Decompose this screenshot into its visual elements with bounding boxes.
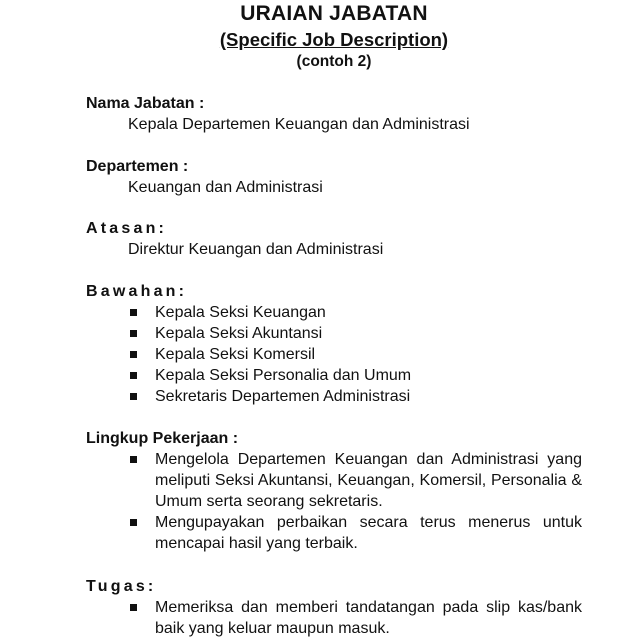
document-title: URAIAN JABATAN bbox=[240, 2, 428, 25]
section-departemen bbox=[86, 156, 586, 198]
list-item: Mengupayakan perbaikan secara terus menerus untuk mencapai hasil yang terbaik. bbox=[86, 512, 586, 554]
list-item: Kepala Seksi Komersil bbox=[86, 344, 586, 365]
square-bullet-icon bbox=[130, 456, 137, 463]
list-item: Kepala Seksi Akuntansi bbox=[86, 323, 586, 344]
square-bullet-icon bbox=[130, 351, 137, 358]
departemen-value: Keuangan dan Administrasi bbox=[128, 179, 323, 196]
bawahan-label: Bawahan: bbox=[86, 283, 188, 300]
atasan-value: Direktur Keuangan dan Administrasi bbox=[128, 241, 384, 258]
list-item: Mengelola Departemen Keuangan dan Administrasi yang meliputi Seksi Akuntansi, Keuangan, Komersil, Personalia & Umum serta seorang sekretaris. bbox=[86, 449, 586, 512]
list-item: Kepala Seksi Personalia dan Umum bbox=[86, 365, 586, 386]
example-label: (contoh 2) bbox=[296, 53, 372, 70]
square-bullet-icon bbox=[130, 519, 137, 526]
section-bawahan bbox=[86, 281, 586, 407]
departemen-label: Departemen : bbox=[86, 158, 189, 175]
list-item: Sekretaris Departemen Administrasi bbox=[86, 386, 586, 407]
nama-jabatan-value: Kepala Departemen Keuangan dan Administrasi bbox=[128, 116, 470, 133]
lingkup-pekerjaan-label: Lingkup Pekerjaan : bbox=[86, 430, 239, 447]
square-bullet-icon bbox=[130, 604, 137, 611]
list-item: Kepala Seksi Keuangan bbox=[86, 302, 586, 323]
tugas-label: Tugas: bbox=[86, 578, 157, 595]
square-bullet-icon bbox=[130, 309, 137, 316]
nama-jabatan-label: Nama Jabatan : bbox=[86, 95, 205, 112]
square-bullet-icon bbox=[130, 330, 137, 337]
list-item: Memeriksa dan memberi tandatangan pada slip kas/bank baik yang keluar maupun masuk. bbox=[86, 597, 586, 639]
bawahan-list bbox=[86, 302, 586, 407]
square-bullet-icon bbox=[130, 393, 137, 400]
document-subtitle: (Specific Job Description) bbox=[219, 29, 449, 50]
square-bullet-icon bbox=[130, 372, 137, 379]
atasan-label: Atasan: bbox=[86, 220, 168, 237]
section-atasan bbox=[86, 218, 586, 260]
section-nama-jabatan bbox=[86, 93, 586, 135]
section-lingkup-pekerjaan bbox=[86, 428, 586, 554]
lingkup-pekerjaan-list bbox=[86, 449, 586, 554]
tugas-list bbox=[86, 597, 586, 639]
